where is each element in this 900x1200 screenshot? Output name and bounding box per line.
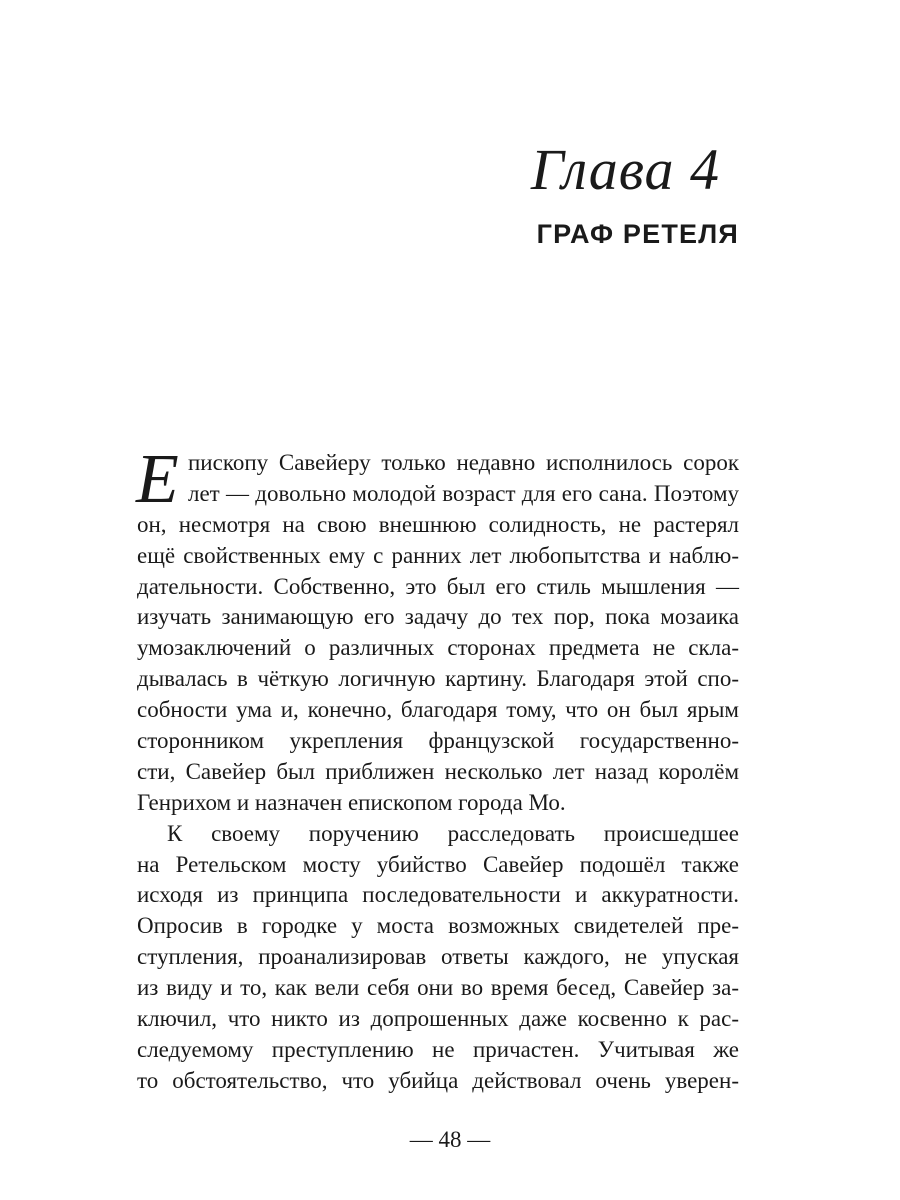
text-line: из виду и то, как вели себя они во время бесед, Савейер за- <box>137 975 739 1001</box>
chapter-number: Глава 4 <box>530 137 720 202</box>
text-line: сторонником укрепления французской государственно- <box>137 728 739 754</box>
text-line: следуемому преступлению не причастен. Учитывая же <box>137 1036 739 1062</box>
text-line: собности ума и, конечно, благодаря тому, что он был ярым <box>137 697 739 723</box>
text-line: то обстоятельство, что убийца действовал очень уверен- <box>137 1067 739 1093</box>
chapter-title: ГРАФ РЕТЕЛЯ <box>536 219 739 249</box>
text-line: умозаключений о различных сторонах предмета не скла- <box>137 635 739 661</box>
text-line: ключил, что никто из допрошенных даже косвенно к рас- <box>137 1006 739 1032</box>
text-line: на Ретельском мосту убийство Савейер подошёл также <box>137 851 739 877</box>
text-line: ступления, проанализировав ответы каждого, не упуская <box>137 944 739 970</box>
text-line: Генрихом и назначен епископом города Мо. <box>137 789 566 815</box>
drop-cap: Е <box>136 441 179 518</box>
text-line: лет — довольно молодой возраст для его сана. Поэтому <box>188 480 739 506</box>
text-line: исходя из принципа последовательности и аккуратности. <box>137 882 739 908</box>
text-line: дательности. Собственно, это был его стиль мышления — <box>137 573 739 599</box>
text-line: пископу Савейеру только недавно исполнилось сорок <box>188 450 739 475</box>
text-line: изучать занимающую его задачу до тех пор, пока мозаика <box>137 604 739 630</box>
page-number: — 48 — <box>409 1127 491 1152</box>
text-line: К своему поручению расследовать происшедшее <box>167 820 739 846</box>
paragraph-2 <box>137 819 739 1097</box>
text-line: сти, Савейер был приближен несколько лет назад королём <box>137 758 739 784</box>
paragraph-1 <box>136 441 739 819</box>
text-line: ещё свойственных ему с ранних лет любопытства и наблю- <box>137 542 739 568</box>
text-line: Опросив в городке у моста возможных свидетелей пре- <box>137 913 739 939</box>
text-line: дывалась в чёткую логичную картину. Благодаря этой спо- <box>137 666 739 692</box>
body-text <box>136 441 739 1097</box>
text-line: он, несмотря на свою внешнюю солидность, не растерял <box>137 511 739 537</box>
